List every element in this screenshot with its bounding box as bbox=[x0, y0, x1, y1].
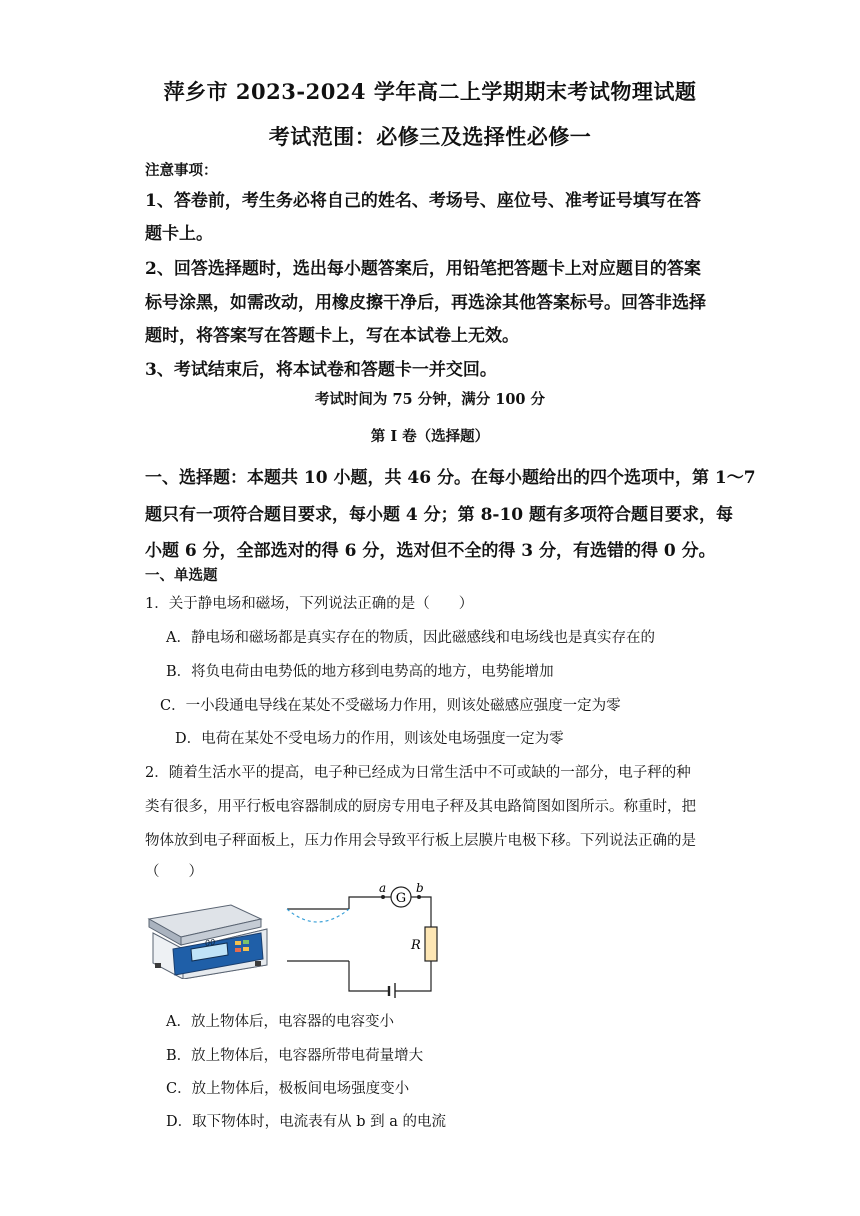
q1-stem: 1．关于静电场和磁场，下列说法正确的是（ ） bbox=[145, 596, 474, 612]
q2-option-b: B．放上物体后，电容器所带电荷量增大 bbox=[166, 1048, 424, 1064]
document-subtitle: 考试范围：必修三及选择性必修一 bbox=[268, 124, 592, 149]
electronic-scale-image bbox=[143, 893, 273, 979]
notes-item-1-line-2: 题卡上。 bbox=[145, 224, 213, 244]
q1-option-d: D．电荷在某处不受电场力的作用，则该处电场强度一定为零 bbox=[175, 731, 564, 747]
notes-item-2-line-3: 题时，将答案写在答题卡上，写在本试卷上无效。 bbox=[145, 326, 519, 346]
resistor-icon bbox=[425, 927, 437, 961]
label-a: a bbox=[379, 883, 387, 895]
notes-item-1-line-1: 1、答卷前，考生务必将自己的姓名、考场号、座位号、准考证号填写在答 bbox=[145, 191, 701, 211]
q1-option-a: A．静电场和磁场都是真实存在的物质，因此磁感线和电场线也是真实存在的 bbox=[166, 630, 655, 646]
section-subheading: 一、单选题 bbox=[145, 567, 218, 584]
q1-option-c: C．一小段通电导线在某处不受磁场力作用，则该处磁感应强度一定为零 bbox=[160, 698, 621, 714]
q2-stem-line-1: 2．随着生活水平的提高，电子种已经成为日常生活中不可或缺的一部分，电子秤的种 bbox=[145, 765, 691, 781]
q2-option-c: C．放上物体后，极板间电场强度变小 bbox=[166, 1081, 410, 1097]
label-r: R bbox=[411, 938, 421, 953]
circuit-diagram bbox=[283, 883, 443, 998]
q2-stem-line-2: 类有很多，用平行板电容器制成的厨房专用电子秤及其电路简图如图所示。称重时，把 bbox=[145, 799, 696, 815]
q1-option-b: B．将负电荷由电势低的地方移到电势高的地方，电势能增加 bbox=[166, 664, 554, 680]
q2-option-d: D．取下物体时，电流表有从 b 到 a 的电流 bbox=[166, 1114, 446, 1130]
scale-display-value: 00 bbox=[205, 937, 216, 949]
document-title: 萍乡市 2023-2024 学年高二上学期期末考试物理试题 bbox=[163, 79, 697, 104]
label-b: b bbox=[416, 883, 424, 895]
notes-item-2-line-1: 2、回答选择题时，选出每小题答案后，用铅笔把答题卡上对应题目的答案 bbox=[145, 259, 701, 279]
q2-option-a: A．放上物体后，电容器的电容变小 bbox=[166, 1014, 394, 1030]
q2-stem-line-4: （ ） bbox=[145, 864, 203, 880]
volume-label: 第 I 卷（选择题） bbox=[370, 428, 490, 445]
section-intro-line-3: 小题 6 分，全部选对的得 6 分，选对但不全的得 3 分，有选错的得 0 分。 bbox=[145, 541, 716, 561]
section-intro-line-1: 一、选择题：本题共 10 小题，共 46 分。在每小题给出的四个选项中，第 1～7 bbox=[145, 468, 756, 488]
notes-heading: 注意事项： bbox=[145, 162, 218, 179]
exam-time: 考试时间为 75 分钟，满分 100 分 bbox=[314, 391, 546, 408]
label-g: G bbox=[395, 891, 407, 906]
notes-item-3: 3、考试结束后，将本试卷和答题卡一并交回。 bbox=[145, 360, 497, 380]
q2-stem-line-3: 物体放到电子秤面板上，压力作用会导致平行板上层膜片电极下移。下列说法正确的是 bbox=[145, 833, 696, 849]
section-intro-line-2: 题只有一项符合题目要求，每小题 4 分；第 8-10 题有多项符合题目要求，每 bbox=[145, 505, 734, 525]
notes-item-2-line-2: 标号涂黑，如需改动，用橡皮擦干净后，再选涂其他答案标号。回答非选择 bbox=[145, 293, 706, 313]
